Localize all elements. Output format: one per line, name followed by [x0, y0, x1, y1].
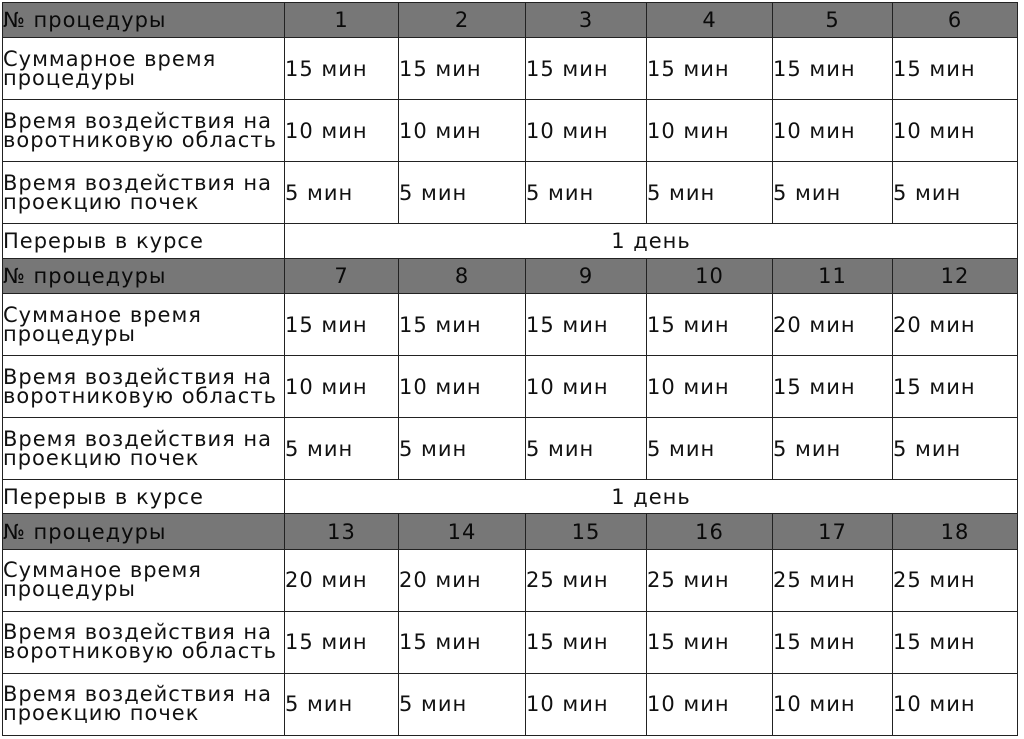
- procedure-number: 11: [773, 258, 893, 293]
- break-duration: 1 день: [285, 480, 1018, 514]
- time-value: 10 мин: [773, 100, 893, 162]
- course-break-row: [3, 480, 1018, 514]
- procedure-number: 5: [773, 3, 893, 38]
- row-label: Суммарное время процедуры: [3, 38, 285, 100]
- time-value: 15 мин: [773, 38, 893, 100]
- time-value: 10 мин: [893, 100, 1018, 162]
- procedure-number: 9: [526, 258, 647, 293]
- time-value: 15 мин: [526, 38, 647, 100]
- time-value: 5 мин: [647, 162, 773, 224]
- time-value: 5 мин: [526, 418, 647, 480]
- time-value: 20 мин: [893, 294, 1018, 356]
- procedure-number: 2: [399, 3, 526, 38]
- procedure-number-label: № процедуры: [3, 3, 285, 38]
- row-label: Время воздействия на воротниковую область: [3, 100, 285, 162]
- time-value: 20 мин: [399, 549, 526, 611]
- time-value: 10 мин: [526, 356, 647, 418]
- procedure-number: 18: [893, 514, 1018, 549]
- time-value: 25 мин: [526, 549, 647, 611]
- procedure-number: 14: [399, 514, 526, 549]
- time-value: 5 мин: [526, 162, 647, 224]
- row-label: Время воздействия на воротниковую область: [3, 611, 285, 673]
- time-value: 15 мин: [526, 611, 647, 673]
- collar-zone-time-row: [3, 611, 1018, 673]
- procedure-schedule-table: [2, 2, 1018, 736]
- time-value: 15 мин: [399, 611, 526, 673]
- time-value: 10 мин: [526, 100, 647, 162]
- procedure-number: 6: [893, 3, 1018, 38]
- procedure-number-label: № процедуры: [3, 514, 285, 549]
- time-value: 15 мин: [526, 294, 647, 356]
- time-value: 25 мин: [893, 549, 1018, 611]
- time-value: 10 мин: [647, 100, 773, 162]
- time-value: 15 мин: [285, 294, 399, 356]
- procedure-number: 12: [893, 258, 1018, 293]
- collar-zone-time-row: [3, 100, 1018, 162]
- time-value: 5 мин: [399, 418, 526, 480]
- time-value: 15 мин: [647, 611, 773, 673]
- time-value: 15 мин: [285, 611, 399, 673]
- kidney-projection-time-row: [3, 673, 1018, 735]
- time-value: 15 мин: [773, 611, 893, 673]
- procedure-number: 4: [647, 3, 773, 38]
- time-value: 5 мин: [285, 162, 399, 224]
- time-value: 15 мин: [399, 294, 526, 356]
- row-label: Время воздействия на проекцию почек: [3, 162, 285, 224]
- row-label: Время воздействия на проекцию почек: [3, 673, 285, 735]
- procedure-number: 15: [526, 514, 647, 549]
- procedure-number: 13: [285, 514, 399, 549]
- time-value: 15 мин: [893, 356, 1018, 418]
- procedure-number: 3: [526, 3, 647, 38]
- time-value: 5 мин: [893, 418, 1018, 480]
- procedure-number-header-row: [3, 514, 1018, 549]
- total-time-row: [3, 294, 1018, 356]
- procedure-number: 8: [399, 258, 526, 293]
- time-value: 10 мин: [647, 356, 773, 418]
- break-label: Перерыв в курсе: [3, 480, 285, 514]
- time-value: 10 мин: [285, 356, 399, 418]
- time-value: 5 мин: [285, 418, 399, 480]
- procedure-number: 17: [773, 514, 893, 549]
- time-value: 10 мин: [526, 673, 647, 735]
- row-label: Сумманое время процедуры: [3, 294, 285, 356]
- total-time-row: [3, 38, 1018, 100]
- course-break-row: [3, 224, 1018, 258]
- row-label: Время воздействия на воротниковую область: [3, 356, 285, 418]
- time-value: 10 мин: [399, 356, 526, 418]
- time-value: 5 мин: [399, 162, 526, 224]
- row-label: Время воздействия на проекцию почек: [3, 418, 285, 480]
- time-value: 10 мин: [893, 673, 1018, 735]
- time-value: 5 мин: [399, 673, 526, 735]
- time-value: 20 мин: [773, 294, 893, 356]
- procedure-number-header-row: [3, 3, 1018, 38]
- collar-zone-time-row: [3, 356, 1018, 418]
- time-value: 15 мин: [647, 38, 773, 100]
- time-value: 25 мин: [773, 549, 893, 611]
- time-value: 5 мин: [285, 673, 399, 735]
- time-value: 10 мин: [647, 673, 773, 735]
- time-value: 5 мин: [893, 162, 1018, 224]
- procedure-number-label: № процедуры: [3, 258, 285, 293]
- time-value: 15 мин: [647, 294, 773, 356]
- time-value: 15 мин: [893, 38, 1018, 100]
- time-value: 5 мин: [647, 418, 773, 480]
- time-value: 25 мин: [647, 549, 773, 611]
- time-value: 10 мин: [285, 100, 399, 162]
- kidney-projection-time-row: [3, 418, 1018, 480]
- procedure-number: 10: [647, 258, 773, 293]
- break-duration: 1 день: [285, 224, 1018, 258]
- time-value: 5 мин: [773, 162, 893, 224]
- total-time-row: [3, 549, 1018, 611]
- time-value: 15 мин: [773, 356, 893, 418]
- procedure-number-header-row: [3, 258, 1018, 293]
- time-value: 15 мин: [285, 38, 399, 100]
- break-label: Перерыв в курсе: [3, 224, 285, 258]
- time-value: 10 мин: [773, 673, 893, 735]
- time-value: 15 мин: [893, 611, 1018, 673]
- kidney-projection-time-row: [3, 162, 1018, 224]
- time-value: 15 мин: [399, 38, 526, 100]
- time-value: 10 мин: [399, 100, 526, 162]
- procedure-number: 7: [285, 258, 399, 293]
- row-label: Сумманое время процедуры: [3, 549, 285, 611]
- procedure-number: 1: [285, 3, 399, 38]
- procedure-number: 16: [647, 514, 773, 549]
- time-value: 20 мин: [285, 549, 399, 611]
- time-value: 5 мин: [773, 418, 893, 480]
